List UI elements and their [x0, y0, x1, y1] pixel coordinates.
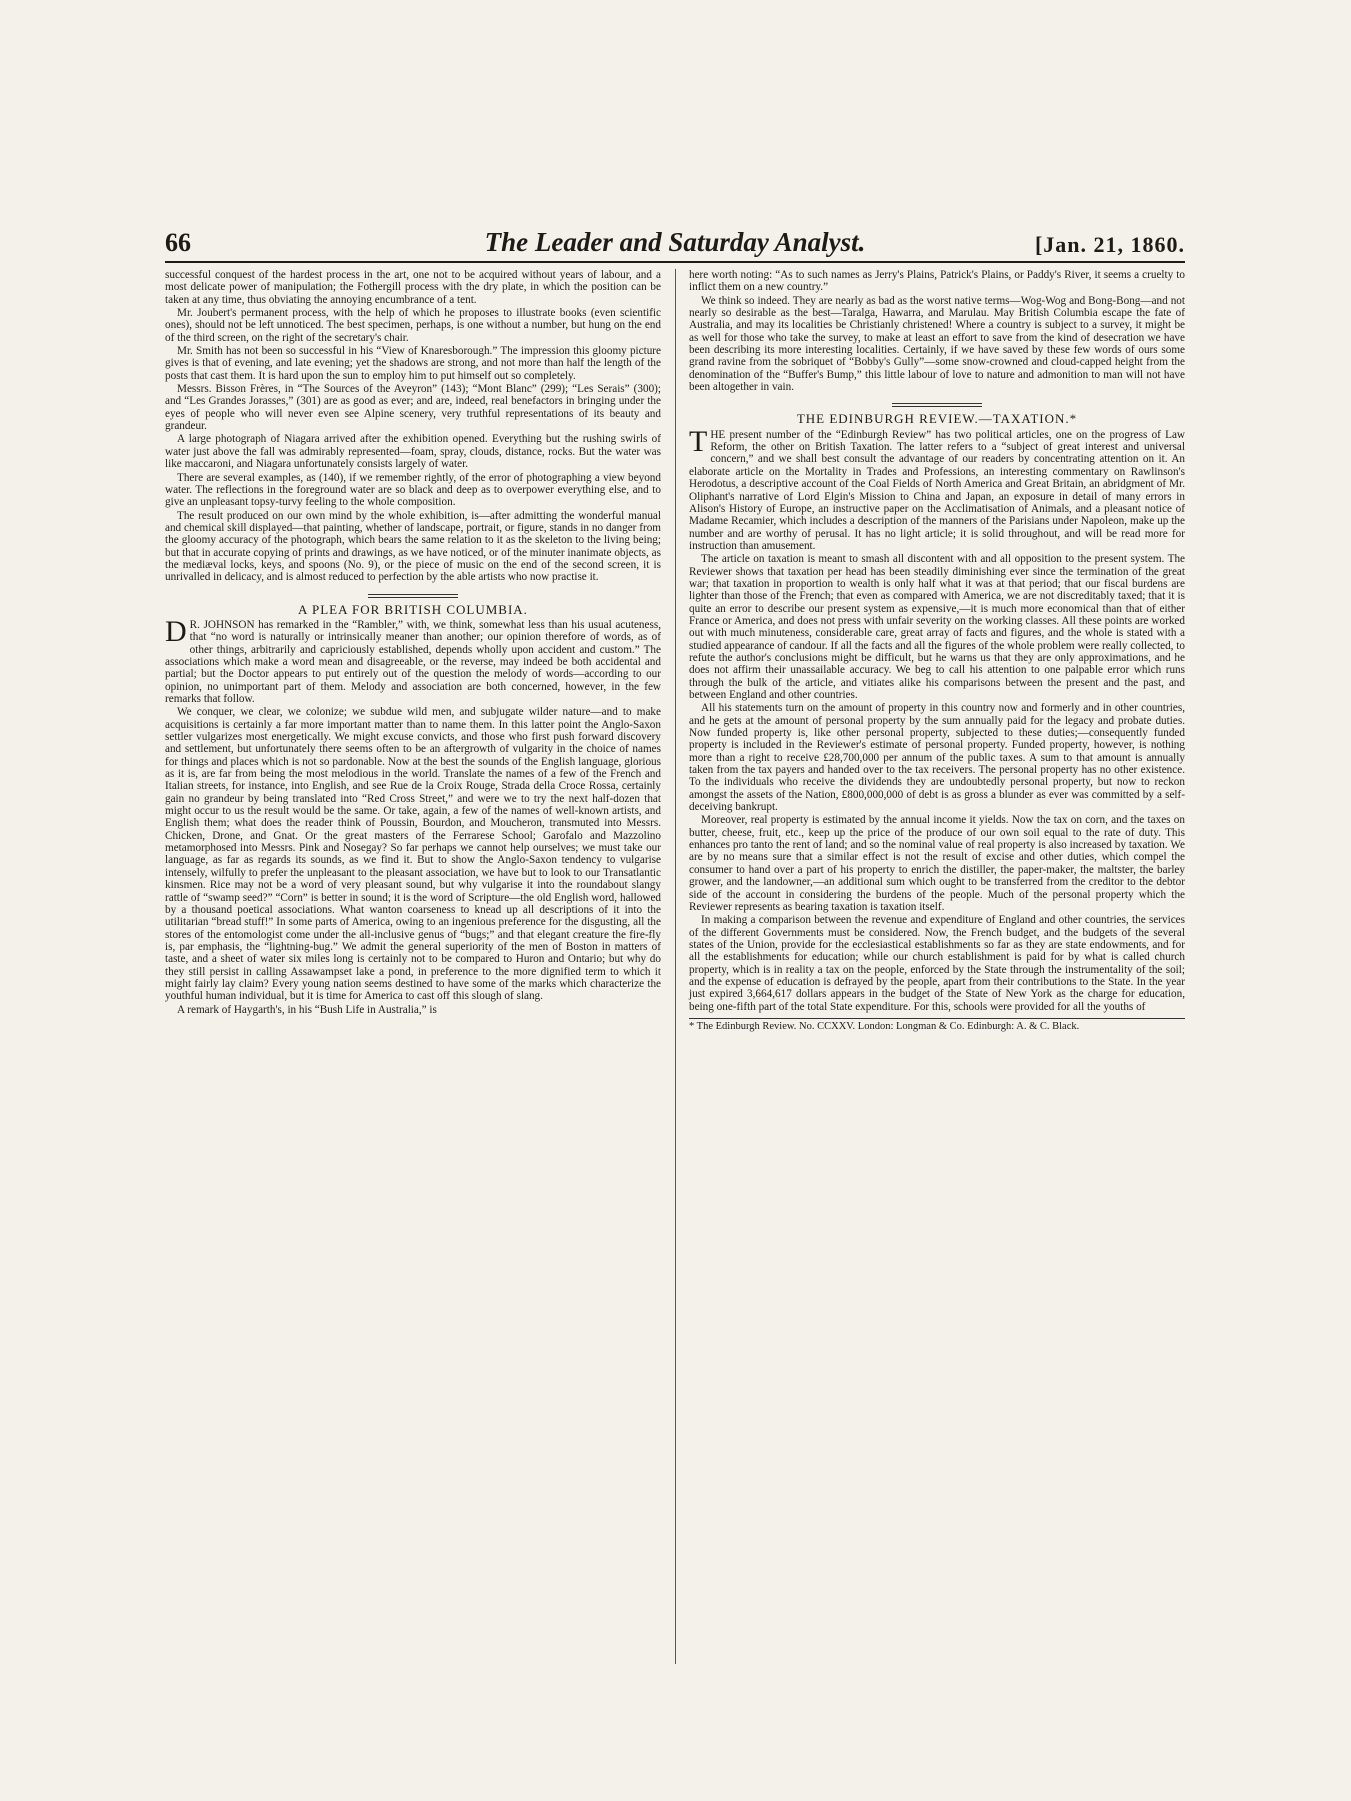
paragraph: here worth noting: “As to such names as Jerry's Plains, Patrick's Plains, or Paddy's River, it seems a cruelty to inflict them on a new country.”: [689, 269, 1185, 294]
paragraph: Mr. Joubert's permanent process, with the help of which he proposes to illustrate books (even scientific ones), should not be left unnoticed. The best specimen, perhaps, is one without a number, but hung on the end of the third screen, on the right of the secretary's chair.: [165, 307, 661, 344]
paragraph: In making a comparison between the revenue and expenditure of England and other countries, the services of the different Governments must be considered. Now, the French budget, and the budgets of the several states of the Union, provide for the ecclesiastical establishments so far as they are state endowments, and for all the establishments for education; while our church establishment is paid for by what is called church property, which is in reality a tax on the people, enforced by the State through the instrumentality of the soil; and the expense of education is defrayed by the people, apart from their contributions to the State. In the year just expired 3,664,617 dollars appears in the budget of the State of New York as the charge for education, being one-fifth part of the total State expenditure. For this, schools were provided for all the youths of: [689, 914, 1185, 1013]
paragraph: We think so indeed. They are nearly as bad as the worst native terms—Wog-Wog and Bong-Bong—and not nearly so desirable as the best—Taralga, Hawarra, and Marulau. May British Columbia escape the fate of Australia, and may its localities be Christianly christened! Where a country is subject to a survey, it might be as well for those who take the survey, to make at least an effort to save from the kind of desecration we have been describing its more interesting localities. Certainly, if we have saved by these few words of ours some grand ravine from the sobriquet of “Bobby's Gully”—some snow-crowned and cloud-capped height from the denomination of the “Buffer's Bump,” this little labour of love to nature and admonition to man will not have been altogether in vain.: [689, 294, 1185, 394]
drop-cap: T: [689, 424, 708, 458]
paragraph: All his statements turn on the amount of property in this country now and formerly and in other countries, and he gets at the amount of personal property by the sum annually paid for the legacy and probate duties. Now funded property is, like other personal property, subjected to these duties;—consequently funded property is included in the Reviewer's estimate of personal property. Funded property, however, is nothing more than a right to receive £28,700,000 per annum of the public taxes. A sum to that amount is annually taken from the tax payers and handed over to the tax receivers. The personal property has no other existence. To the individuals who receive the dividends they are undoubtedly personal property, but now to reckon amongst the assets of the Nation, £800,000,000 of debt is as gross a blunder as ever was committed by a self-deceiving bankrupt.: [689, 702, 1185, 814]
paragraph: Messrs. Bisson Frères, in “The Sources of the Aveyron” (143); “Mont Blanc” (299); “Les Serais” (300); and “Les Grandes Jorasses,” (301) are as good as ever; and are, indeed, real benefactors in bringing under the eyes of people who will never even see Alpine scenery, very truthful representations of its beauty and grandeur.: [165, 383, 661, 433]
left-column: [165, 269, 661, 1017]
issue-date: [Jan. 21, 1860.: [1034, 232, 1185, 257]
footnote-rule: [689, 1018, 1185, 1019]
paragraph: Mr. Smith has not been so successful in his “View of Knaresborough.” The impression this gloomy picture gives is that of evening, and late evening; yet the shadows are strong, and not more than half the length of the posts that cast them. It is hard upon the sun to employ him to put himself out so completely.: [165, 345, 661, 382]
masthead: [165, 225, 1185, 263]
article-heading: A PLEA FOR BRITISH COLUMBIA.: [298, 601, 528, 617]
article-heading: THE EDINBURGH REVIEW.—TAXATION.*: [796, 411, 1078, 427]
paragraph: D R. JOHNSON has remarked in the “Rambler,” with, we think, somewhat less than his usual acuteness, that “no word is naturally or intrinsically meaner than another; our opinion therefore of words, as of other things, arbitrarily and capriciously established, depends wholly upon accident and custom.” The associations which make a word mean and disagreeable, or the reverse, may indeed be both accidental and partial; but the Doctor appears to put entirely out of the question the melody of words—according to our opinion, no unimportant part of them. Melody and association are both concerned, however, in the few remarks that follow.: [165, 614, 661, 705]
paragraph: A large photograph of Niagara arrived after the exhibition opened. Everything but the rushing swirls of water just above the fall was admirably represented—foam, spray, clouds, distance, rocks. But the water was like maccaroni, and Niagara unfortunately consists largely of water.: [165, 433, 661, 471]
paragraph: A remark of Haygarth's, in his “Bush Life in Australia,” is: [177, 1003, 437, 1016]
section-divider: [368, 594, 458, 598]
paragraph: successful conquest of the hardest process in the art, one not to be acquired without years of labour, and a most delicate power of manipulation; the Fothergill process with the dry plate, in which the position can be taken at any time, thus obviating the annoying encumbrance of a tent.: [165, 269, 661, 306]
drop-cap: D: [165, 614, 187, 648]
newspaper-page: [165, 225, 1185, 1032]
paragraph: THE present number of the “Edinburgh Review” has two political articles, one on the progress of Law Reform, the other on British Taxation. The latter refers to a “subject of great interest and universal concern,” and we shall best consult the advantage of our readers by concentrating attention on it. An elaborate article on the Mortality in Trades and Professions, an interesting commentary on Rawlinson's Herodotus, a descriptive account of the Coal Fields of North America and Great Britain, an abridgment of Mr. Oliphant's narrative of Lord Elgin's Mission to China and Japan, an exposure in detail of many errors in Alison's History of Europe, an instructive paper on the Acclimatisation of Animals, and a pleasant notice of Madame Recamier, which includes a description of the manners of the Parisians under Napoleon, make up the number and are worthy of perusal. It has no light article; it is solid throughout, and will be read more for instruction than amusement.: [689, 424, 1185, 552]
section-divider: [892, 403, 982, 407]
right-column: [689, 269, 1185, 1034]
paragraph: There are several examples, as (140), if we remember rightly, of the error of photographing a view beyond water. The reflections in the foreground water are so black and deep as to overpower everything else, and to give an unpleasant topsy-turvy feeling to the whole composition.: [165, 471, 661, 509]
paragraph: The article on taxation is meant to smash all discontent with and all opposition to the present system. The Reviewer shows that taxation per head has been steadily diminishing ever since the termination of the great war; that taxation in proportion to wealth is only half what it was at that period; that our fiscal burdens are lighter than those of the French; that even as compared with America, we are not discreditably taxed; that it is quite an error to describe our present system as expensive,—it is much more economical than that of either France or America, and does not press with unfair severity on the working classes. All these points are worked out with much minuteness, considerable care, great array of facts and figures, and the whole is stated with a studied appearance of candour. If all the facts and all the figures of the whole problem were really collected, to refute the author's conclusions might be difficult, but he warns us that they are only approximations, and he does not affirm their unassailable accuracy. We beg to call his attention to one palpable error which runs through the bulk of the article, and vitiates alike his comparisons between the present and the past, and between England and other countries.: [689, 553, 1185, 701]
column-rule: [675, 269, 676, 1664]
paragraph: We conquer, we clear, we colonize; we subdue wild men, and subjugate wilder nature—and to make acquisitions is certainly a far more important matter than to name them. In this latter point the Anglo-Saxon settler vulgarizes most energetically. We might excuse convicts, and those who first push forward discovery and settlement, but unfortunately there seems often to be an aftergrowth of vulgarity in the choice of names for things and places which is not so pardonable. Now at the best the sounds of the English language, glorious as it is, are far from being the most melodious in the world. Translate the names of a few of the French and Italian streets, for instance, into English, and see Rue de la Croix Rouge, Strada della Croce Rossa, certainly gain no grandeur by being translated into “Red Cross Street,” and were we to try the next half-dozen that might occur to us the result would be the same. Or take, again, a few of the names of well-known artists, and English them; what does the reader think of Poussin, Bourdon, and Moucheron, transmuted into Messrs. Chicken, Drone, and Gnat. Or the great masters of the Ferrarese School; Garofalo and Mazzolino metamorphosed into Messrs. Pink and Nosegay? So far perhaps we cannot help ourselves; we must take our language, as far as regards its sounds, as we find it. But to show the Anglo-Saxon tendency to vulgarise intensely, wilfully to prefer the unpleasant to the pleasant association, we have but to look to our Transatlantic kinsmen. Rice may not be a word of very pleasant sound, but why vulgarise it into the roundabout slangy rattle of “swamp seed?” “Corn” is better in sound; it is the word of Scripture—the old English word, hallowed by a thousand poetical associations. What wanton coarseness to knead up all descriptions of it into the utilitarian “bread stuff!” In some parts of America, owing to an ingenious preference for the disgusting, all the stores of the entomologist come under the all-inclusive genus of “bugs;” and that elegant creature the fire-fly is, par emphasis, the “lightning-bug.” We admit the general superiority of the men of Boston in matters of taste, and a sheet of water six miles long is certainly not to be compared to Huron and Ontario; but why do they still persist in calling Assawampset lake a pond, in preference to the more dignified term to which it might fairly lay claim? Every young nation seems destined to have some of the marks which characterize the youthful human individual, but it is time for America to cast off this slough of slang.: [165, 706, 661, 1003]
paragraph: Moreover, real property is estimated by the annual income it yields. Now the tax on corn, and the taxes on butter, cheese, fruit, etc., keep up the price of the produce of our own soil equal to the rate of duty. This enhances pro tanto the rent of land; and so the nominal value of real property is also increased by taxation. We are by no means sure that a similar effect is not the result of excise and other duties, which compel the consumer to hand over a part of his property to enrich the distiller, the paper-maker, the maltster, the barley grower, and the landowner,—an additional sum which ought to be transferred from the creditor to the debtor side of the account in considering the burdens of the people. Much of the personal property which the Reviewer represents as bearing taxation is taxation itself.: [689, 814, 1185, 913]
footnote: * The Edinburgh Review. No. CCXXV. London: Longman & Co. Edinburgh: A. & C. Black.: [689, 1020, 1080, 1032]
publication-title: The Leader and Saturday Analyst.: [484, 227, 866, 257]
paragraph: The result produced on our own mind by the whole exhibition, is—after admitting the wonderful manual and chemical skill displayed—that painting, whether of landscape, portrait, or figure, stands in no danger from the gloomy accuracy of the photograph, which bears the same relation to it as the skeleton to the living being; but that in accurate copying of prints and drawings, as we have noticed, or of the minuter inanimate objects, as the mediæval locks, keys, and spoons (No. 9), or the piece of music on the end of the second screen, it is unrivalled in delicacy, and is almost reduced to perfection by the able artists who now practise it.: [165, 509, 661, 584]
page-number: 66: [165, 228, 191, 257]
